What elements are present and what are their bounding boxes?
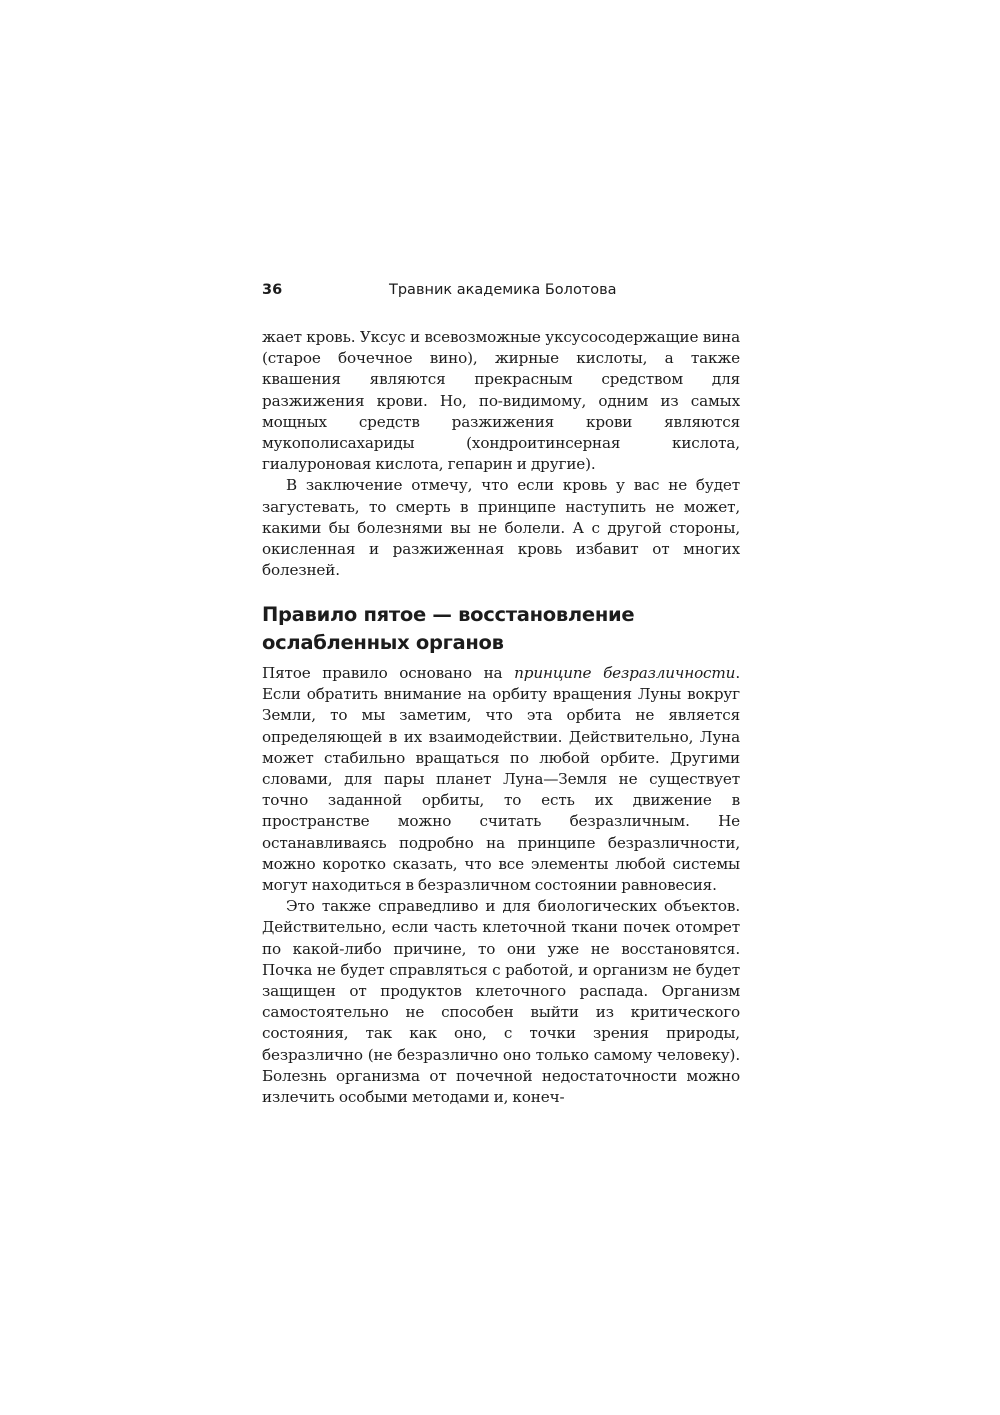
intro-text [262, 327, 740, 581]
body-paragraph: В заключение отмечу, что если кровь у вас не будет загустевать, то смерть в принципе наступить не может, какими бы болезнями вы не болели. А с другой стороны, окисленная и разжиженная кровь избавит от многих болезней. [262, 476, 740, 580]
section-heading-line-1: Правило пятое — восстановление [262, 603, 635, 626]
body-paragraph [262, 663, 740, 896]
emphasized-term: принципе безразличности [514, 664, 736, 682]
page-number: 36 [262, 282, 283, 298]
section-heading-line-2: ослабленных органов [262, 631, 504, 654]
running-title: Травник академика Болотова [389, 282, 617, 298]
running-header [262, 280, 740, 300]
paragraph-text: Пятое правило основано на [262, 664, 515, 682]
section-heading [262, 601, 740, 657]
body-paragraph: жает кровь. Уксус и всевозможные уксусосодержащие вина (старое бочечное вино), жирные кислоты, а также квашения являются прекрасным средством для разжижения крови. Но, по-видимому, одним из самых мощных средств разжижения крови являются мукополисахариды (хондроитинсерная кислота, гиалуроновая кислота, гепарин и другие). [262, 328, 740, 474]
section-text [262, 663, 740, 1108]
body-paragraph: Это также справедливо и для биологических объектов. Действительно, если часть клеточной ткани почек отомрет по какой-либо причине, то они уже не восстановятся. Почка не будет справляться с работой, и организм не будет защищен от продуктов клеточного распада. Организм самостоятельно не способен выйти из критического состояния, так как оно, с точки зрения природы, безразлично (не безразлично оно только самому человеку). Болезнь организма от почечной недостаточности можно излечить особыми методами и, конеч- [262, 897, 740, 1107]
paragraph-text: . Если обратить внимание на орбиту вращения Луны вокруг Земли, то мы заметим, что эта орбита не является определяющей в их взаимодействии. Действительно, Луна может стабильно вращаться по любой орбите. Другими словами, для пары планет Луна—Земля не существует точно заданной орбиты, то есть их движение в пространстве можно считать безразличным. Не останавливаясь подробно на принципе безразличности, можно коротко сказать, что все элементы любой системы могут находиться в безразличном состоянии равновесия. [262, 664, 740, 895]
